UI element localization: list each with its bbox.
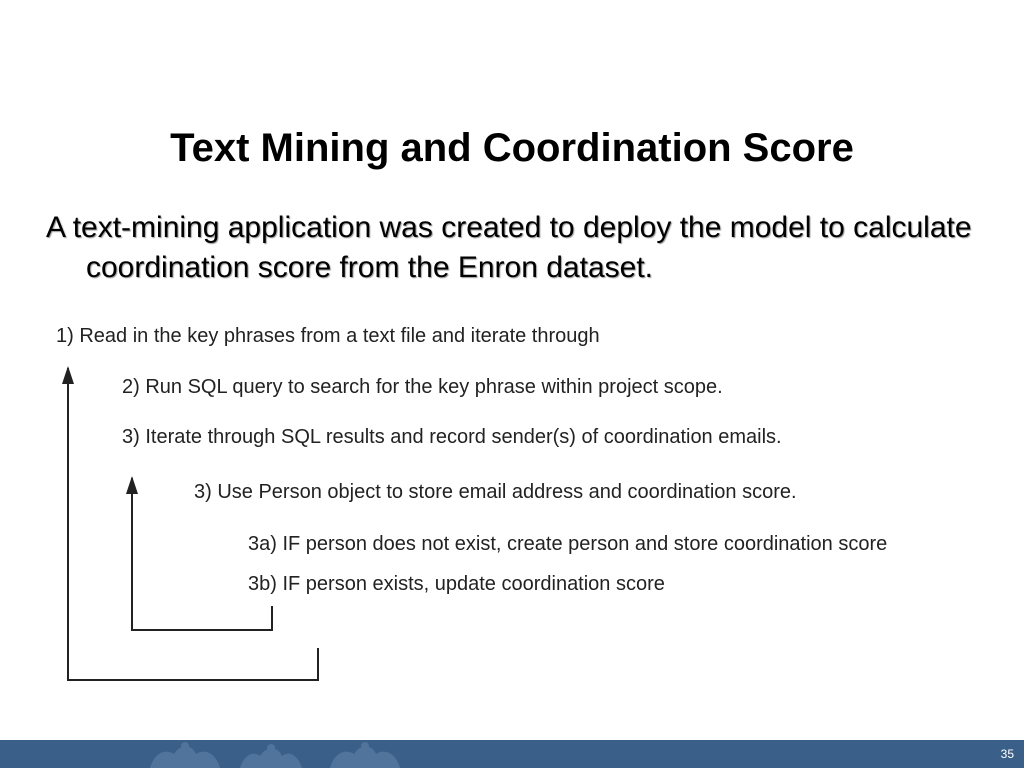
- step-3: 3) Iterate through SQL results and record sender(s) of coordination emails.: [122, 426, 782, 448]
- step-3-person: 3) Use Person object to store email address and coordination score.: [194, 481, 797, 503]
- footer-ornament: [140, 740, 440, 768]
- step-3a: 3a) IF person does not exist, create person and store coordination score: [248, 533, 888, 555]
- step-1: 1) Read in the key phrases from a text file and iterate through: [56, 325, 600, 347]
- step-2: 2) Run SQL query to search for the key phrase within project scope.: [122, 376, 723, 398]
- outer-arrow-head: [62, 366, 74, 384]
- intro-paragraph: A text-mining application was created to deploy the model to calculate coordination score from the Enron dataset.: [46, 211, 972, 284]
- footer-bar: [0, 740, 1024, 768]
- step-3b: 3b) IF person exists, update coordination score: [248, 573, 665, 595]
- inner-arrow-head: [126, 476, 138, 494]
- slide-title: Text Mining and Coordination Score: [170, 126, 854, 170]
- page-number: 35: [1000, 747, 1014, 761]
- outer-loop-arrow: [68, 368, 318, 680]
